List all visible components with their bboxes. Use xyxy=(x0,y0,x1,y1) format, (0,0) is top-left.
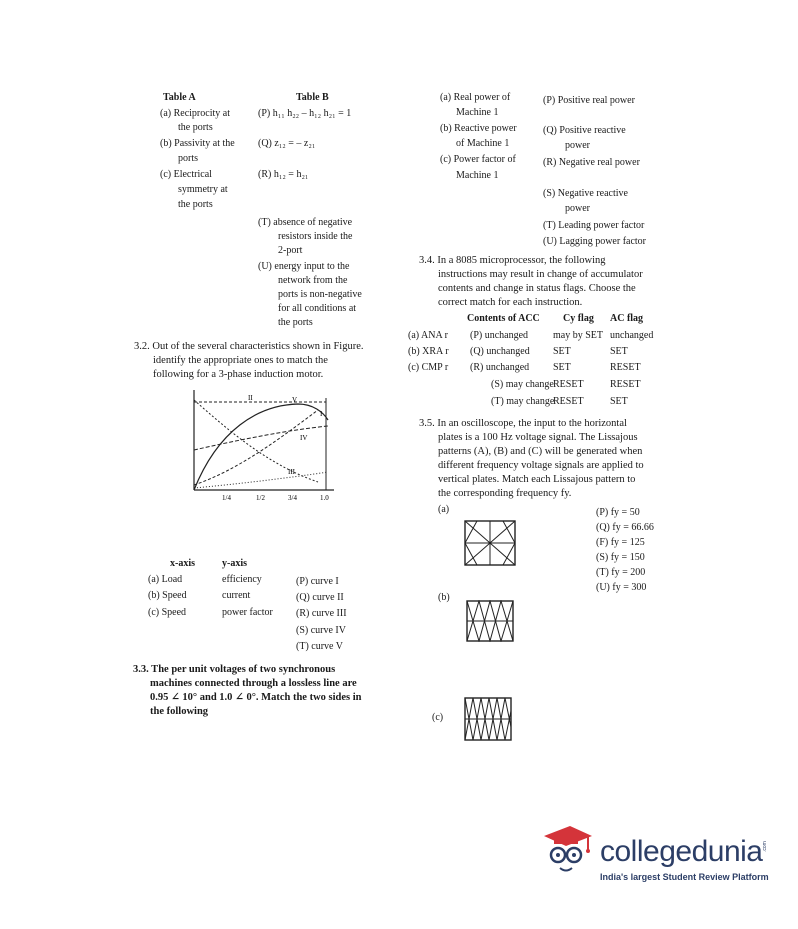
table-b-heading: Table B xyxy=(296,92,329,103)
table-cell: SET xyxy=(553,346,571,357)
table-b-item: for all conditions at xyxy=(278,303,357,314)
y-axis-item: current xyxy=(222,590,251,601)
curve-label: I xyxy=(320,410,323,418)
table-cell: (P) unchanged xyxy=(470,330,529,341)
match-right-item: (P) Positive real power xyxy=(543,95,635,106)
question-3-5-line: plates is a 100 Hz voltage signal. The Lissajous xyxy=(438,432,638,443)
brand-domain: .com xyxy=(762,841,768,852)
question-3-2-line: following for a 3-phase induction motor. xyxy=(153,369,324,380)
question-3-3-line: 0.95 ∠ 10° and 1.0 ∠ 0°. Match the two sides in xyxy=(150,692,362,703)
table-b-item: (Q) z₁₂ = – z₂₁ xyxy=(258,138,316,149)
question-3-2-line: 3.2. Out of the several characteristics shown in Figure. xyxy=(134,341,364,352)
question-3-5-line: vertical plates. Match each Lissajous pattern to xyxy=(438,474,636,485)
question-3-2-line: identify the appropriate ones to match the xyxy=(153,355,328,366)
pattern-label: (b) xyxy=(438,592,450,603)
table-cell: (c) CMP r xyxy=(408,362,449,373)
question-3-3-line: the following xyxy=(150,706,209,717)
curve-label: IV xyxy=(300,434,308,442)
table-b-item: (T) absence of negative xyxy=(258,217,353,228)
table-heading: AC flag xyxy=(610,313,644,324)
table-cell: RESET xyxy=(610,379,641,390)
curve-label: II xyxy=(248,394,253,402)
table-a-item: ports xyxy=(178,153,198,164)
match-right-item: power xyxy=(565,203,590,214)
table-a-item: (c) Electrical xyxy=(160,169,212,180)
table-heading: Contents of ACC xyxy=(467,313,540,324)
question-3-4-line: instructions may result in change of accumulator xyxy=(438,269,643,280)
pattern-label: (a) xyxy=(438,504,450,515)
frequency-option: (F) fy = 125 xyxy=(596,537,645,548)
table-cell: (R) unchanged xyxy=(470,362,530,373)
curve-label: V xyxy=(292,396,298,404)
table-b-item: (U) energy input to the xyxy=(258,261,350,272)
graduation-mascot-icon xyxy=(540,822,594,884)
match-right-item: (T) Leading power factor xyxy=(543,220,645,231)
characteristics-figure xyxy=(188,390,338,502)
tick-label: 3/4 xyxy=(288,494,297,502)
curve-iii xyxy=(194,472,328,488)
tick-label: 1/2 xyxy=(256,494,265,502)
table-cell: (a) ANA r xyxy=(408,330,448,341)
curve-option: (T) curve V xyxy=(296,641,344,652)
table-a-item: (a) Reciprocity at xyxy=(160,108,230,119)
column-heading: x-axis xyxy=(170,558,195,569)
frequency-option: (P) fy = 50 xyxy=(596,507,640,518)
table-cell: SET xyxy=(610,396,628,407)
curve-label: III xyxy=(288,468,295,476)
x-axis-item: (a) Load xyxy=(148,574,183,585)
table-b-item: resistors inside the xyxy=(278,231,353,242)
table-a-heading: Table A xyxy=(163,92,196,103)
table-cell: (S) may change xyxy=(491,379,554,390)
table-cell: unchanged xyxy=(610,330,654,341)
table-cell: RESET xyxy=(553,396,584,407)
lissajous-pattern-c xyxy=(464,697,512,741)
table-b-item: the ports xyxy=(278,317,313,328)
match-right-item: (Q) Positive reactive xyxy=(543,125,626,136)
table-a-item: the ports xyxy=(178,122,213,133)
curve-i xyxy=(194,410,318,485)
match-left-item: (c) Power factor of xyxy=(440,154,516,165)
match-right-item: (S) Negative reactive xyxy=(543,188,628,199)
table-b-item: (R) h₁₂ = h₂₁ xyxy=(258,169,309,180)
match-right-item: power xyxy=(565,140,590,151)
table-a-item: symmetry at xyxy=(178,184,228,195)
curve-option: (R) curve III xyxy=(296,608,347,619)
brand-name: collegedunia xyxy=(600,835,763,868)
column-heading: y-axis xyxy=(222,558,247,569)
match-left-item: (a) Real power of xyxy=(440,92,511,103)
match-right-item: (U) Lagging power factor xyxy=(543,236,647,247)
table-a-item: the ports xyxy=(178,199,213,210)
question-3-5-line: different frequency voltage signals are applied to xyxy=(438,460,644,471)
table-b-item: (P) h₁₁ h₂₂ – h₁₂ h₂₁ = 1 xyxy=(258,108,352,119)
x-axis-item: (c) Speed xyxy=(148,607,187,618)
tick-label: 1.0 xyxy=(320,494,329,502)
x-axis-item: (b) Speed xyxy=(148,590,187,601)
table-b-item: network from the xyxy=(278,275,348,286)
y-axis-item: power factor xyxy=(222,607,273,618)
pattern-label: (c) xyxy=(432,712,444,723)
y-axis-item: efficiency xyxy=(222,574,262,585)
match-left-item: Machine 1 xyxy=(456,170,499,181)
table-a-item: (b) Passivity at the xyxy=(160,138,235,149)
table-heading: Cy flag xyxy=(563,313,594,324)
question-3-4-line: 3.4. In a 8085 microprocessor, the following xyxy=(419,255,606,266)
frequency-option: (Q) fy = 66.66 xyxy=(596,522,654,533)
tick-label: 1/4 xyxy=(222,494,231,502)
question-3-4-line: contents and change in status flags. Choose the xyxy=(438,283,636,294)
question-3-4-line: correct match for each instruction. xyxy=(438,297,583,308)
question-3-5-line: the corresponding frequency fy. xyxy=(438,488,572,499)
brand-tagline: India's largest Student Review Platform xyxy=(600,872,769,882)
lissajous-pattern-a xyxy=(464,520,516,566)
question-3-5-line: 3.5. In an oscilloscope, the input to the horizontal xyxy=(419,418,627,429)
frequency-option: (T) fy = 200 xyxy=(596,567,646,578)
table-cell: may by SET xyxy=(553,330,603,341)
table-cell: RESET xyxy=(610,362,641,373)
table-b-item: 2-port xyxy=(278,245,303,256)
table-cell: (Q) unchanged xyxy=(470,346,530,357)
table-b-item: ports is non-negative xyxy=(278,289,362,300)
match-right-item: (R) Negative real power xyxy=(543,157,640,168)
table-cell: (T) may change xyxy=(491,396,555,407)
table-cell: SET xyxy=(553,362,571,373)
curve-option: (Q) curve II xyxy=(296,592,344,603)
table-cell: RESET xyxy=(553,379,584,390)
question-3-3-line: 3.3. The per unit voltages of two synchronous xyxy=(133,664,336,675)
lissajous-pattern-b xyxy=(466,600,514,642)
match-left-item: (b) Reactive power xyxy=(440,123,517,134)
question-3-3-line: machines connected through a lossless line are xyxy=(150,678,357,689)
match-left-item: of Machine 1 xyxy=(456,138,510,149)
table-cell: (b) XRA r xyxy=(408,346,449,357)
question-3-5-line: patterns (A), (B) and (C) will be generated when xyxy=(438,446,643,457)
curve-option: (P) curve I xyxy=(296,576,339,587)
frequency-option: (U) fy = 300 xyxy=(596,582,647,593)
match-left-item: Machine 1 xyxy=(456,107,499,118)
curve-extra xyxy=(194,426,328,450)
table-cell: SET xyxy=(610,346,628,357)
curve-option: (S) curve IV xyxy=(296,625,346,636)
frequency-option: (S) fy = 150 xyxy=(596,552,645,563)
